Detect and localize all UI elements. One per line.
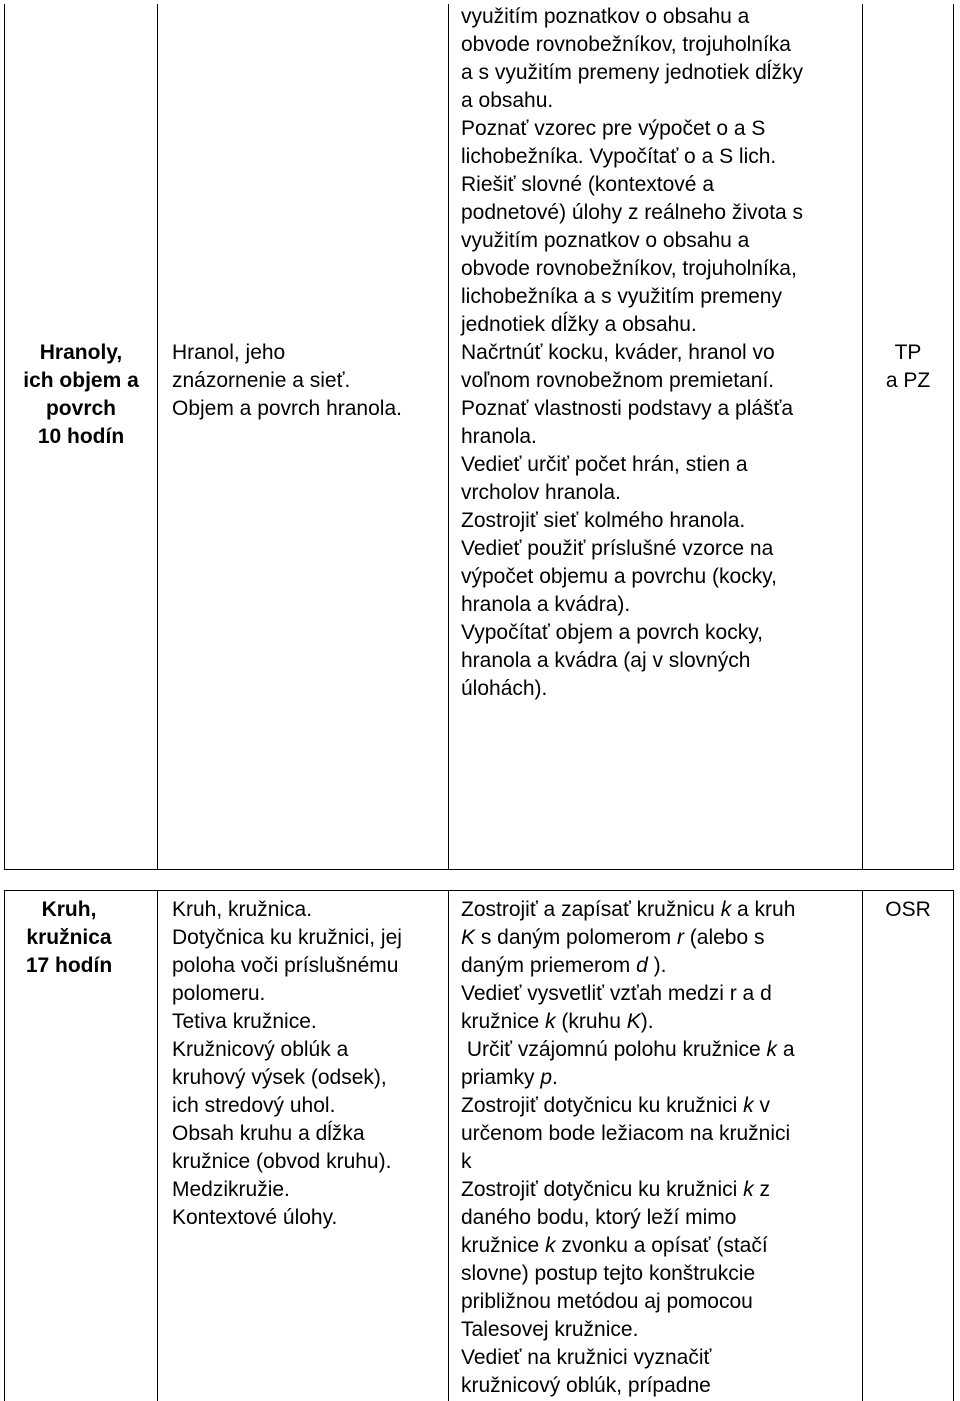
content-line: kružnice (obvod kruhu). (172, 1150, 392, 1173)
topic-line: povrch (45, 397, 116, 420)
table-border (953, 890, 954, 1401)
content-line: Obsah kruhu a dĺžka (172, 1122, 365, 1145)
goal-line: Vedieť vysvetliť vzťah medzi r a d (461, 982, 772, 1005)
content-line: poloha voči príslušnému (172, 954, 399, 977)
goal-line: Načrtnúť kocku, kváder, hranol vo (461, 341, 775, 364)
table-border (4, 890, 954, 891)
math-symbol: d (636, 954, 648, 977)
goal-text: s daným polomerom (475, 926, 677, 949)
goal-line: výpočet objemu a povrchu (kocky, (461, 565, 777, 588)
content-line: Kruh, kružnica. (172, 898, 313, 921)
goal-line (461, 1036, 861, 1064)
table-border (953, 4, 954, 870)
crosscut-line: a PZ (885, 369, 931, 392)
goal-text: kružnice (461, 1234, 546, 1257)
goal-line: obvode rovnobežníkov, trojuholníka, (461, 257, 797, 280)
content-line: Objem a povrch hranola. (172, 397, 402, 420)
goal-line: Zostrojiť sieť kolmého hranola. (461, 509, 746, 532)
crosscut-cell (863, 339, 953, 395)
table-border (4, 869, 954, 870)
table-border (448, 890, 449, 1401)
goal-line (461, 1092, 861, 1120)
goal-line (461, 952, 861, 980)
math-symbol: r (676, 926, 684, 949)
goal-line: voľnom rovnobežnom premietaní. (461, 369, 775, 392)
content-cell (172, 896, 446, 1232)
math-symbol: k (743, 1094, 754, 1117)
goal-line (461, 1176, 861, 1204)
content-line: ich stredový uhol. (172, 1094, 336, 1117)
math-symbol: K (626, 1010, 641, 1033)
goal-text: ). (640, 1010, 654, 1033)
topic-cell (5, 339, 157, 451)
content-line: Hranol, jeho (172, 341, 286, 364)
topic-line: ich objem a (23, 369, 139, 392)
table-border (157, 4, 158, 870)
goal-text: z (753, 1178, 770, 1201)
topic-line: kružnica (26, 926, 112, 949)
topic-line: Hranoly, (39, 341, 123, 364)
crosscut-line: TP (894, 341, 922, 364)
content-line: polomeru. (172, 982, 266, 1005)
goal-text: Zostrojiť dotyčnicu ku kružnici (461, 1094, 744, 1117)
content-line: Kružnicový oblúk a (172, 1038, 349, 1061)
goal-line: určenom bode ležiacom na kružnici (461, 1122, 791, 1145)
goal-text: kružnice (461, 1010, 546, 1033)
content-line: Medzikružie. (172, 1178, 290, 1201)
table-border (157, 890, 158, 1401)
content-line: kruhový výsek (odsek), (172, 1066, 387, 1089)
math-symbol: k (766, 1038, 778, 1061)
goal-line: Vedieť určiť počet hrán, stien a (461, 453, 748, 476)
goal-text: (kruhu (555, 1010, 627, 1033)
goal-line: a s využitím premeny jednotiek dĺžky (461, 61, 803, 84)
goal-line: slovne) postup tejto konštrukcie (461, 1262, 756, 1285)
goal-line (461, 896, 861, 924)
goal-line: lichobežníka. Vypočítať o a S lich. (461, 145, 777, 168)
math-symbol: k (545, 1010, 556, 1033)
topic-line: 10 hodín (37, 425, 125, 448)
content-line: Kontextové úlohy. (172, 1206, 338, 1229)
crosscut-line: OSR (885, 898, 931, 921)
goal-line: hranola a kvádra). (461, 593, 631, 616)
goal-text: a kruh (731, 898, 796, 921)
goal-line: využitím poznatkov o obsahu a (461, 5, 750, 28)
table-border (862, 4, 863, 870)
table-border (862, 890, 863, 1401)
goal-line (461, 924, 861, 952)
goal-line: Vedieť použiť príslušné vzorce na (461, 537, 774, 560)
goals-cell (461, 3, 861, 703)
topic-cell (5, 896, 133, 980)
math-symbol: k (743, 1178, 754, 1201)
topic-line: 17 hodín (25, 954, 113, 977)
content-line: znázornenie a sieť. (172, 369, 351, 392)
goal-line: Vedieť na kružnici vyznačiť (461, 1346, 712, 1369)
goal-text: zvonku a opísať (stačí (555, 1234, 768, 1257)
goal-text: a (777, 1038, 795, 1061)
math-symbol: K (461, 926, 476, 949)
crosscut-cell (863, 896, 953, 924)
goal-line: Vypočítať objem a povrch kocky, (461, 621, 764, 644)
goal-text: Zostrojiť dotyčnicu ku kružnici (461, 1178, 744, 1201)
topic-line: Kruh, (41, 898, 97, 921)
goal-line: podnetové) úlohy z reálneho života s (461, 201, 804, 224)
math-symbol: k (545, 1234, 556, 1257)
goal-line: a obsahu. (461, 89, 554, 112)
math-symbol: k (720, 898, 732, 921)
goal-line: hranola a kvádra (aj v slovných (461, 649, 751, 672)
content-line: Dotyčnica ku kružnici, jej (172, 926, 402, 949)
goal-text: v (753, 1094, 770, 1117)
goal-text: Zostrojiť a zapísať kružnicu (461, 898, 721, 921)
goal-line: približnou metódou aj pomocou (461, 1290, 753, 1313)
goal-text: priamky (461, 1066, 541, 1089)
goal-line: hranola. (461, 425, 537, 448)
goal-line (461, 1008, 861, 1036)
goal-text: . (552, 1066, 558, 1089)
table-border (448, 4, 449, 870)
goal-line: k (461, 1150, 472, 1173)
goal-line: využitím poznatkov o obsahu a (461, 229, 750, 252)
goal-line: daného bodu, ktorý leží mimo (461, 1206, 737, 1229)
goal-line: Poznať vlastnosti podstavy a plášťa (461, 397, 794, 420)
goals-cell (461, 896, 861, 1400)
goal-text: (alebo s (683, 926, 765, 949)
goal-line: lichobežníka a s využitím premeny (461, 285, 782, 308)
goal-text: ). (647, 954, 667, 977)
math-symbol: p (540, 1066, 553, 1089)
goal-line: vrcholov hranola. (461, 481, 621, 504)
goal-line: Riešiť slovné (kontextové a (461, 173, 714, 196)
goal-line: Talesovej kružnice. (461, 1318, 639, 1341)
goal-line (461, 1232, 861, 1260)
goal-text: Určiť vzájomnú polohu kružnice (461, 1038, 767, 1061)
goal-line: obvode rovnobežníkov, trojuholníka (461, 33, 791, 56)
goal-text: daným priemerom (461, 954, 637, 977)
goal-line: kružnicový oblúk, prípadne (461, 1374, 711, 1397)
goal-line: Poznať vzorec pre výpočet o a S (461, 117, 766, 140)
content-line: Tetiva kružnice. (172, 1010, 317, 1033)
goal-line: úlohách). (461, 677, 548, 700)
goal-line (461, 1064, 861, 1092)
goal-line: jednotiek dĺžky a obsahu. (461, 313, 697, 336)
content-cell (172, 339, 446, 423)
